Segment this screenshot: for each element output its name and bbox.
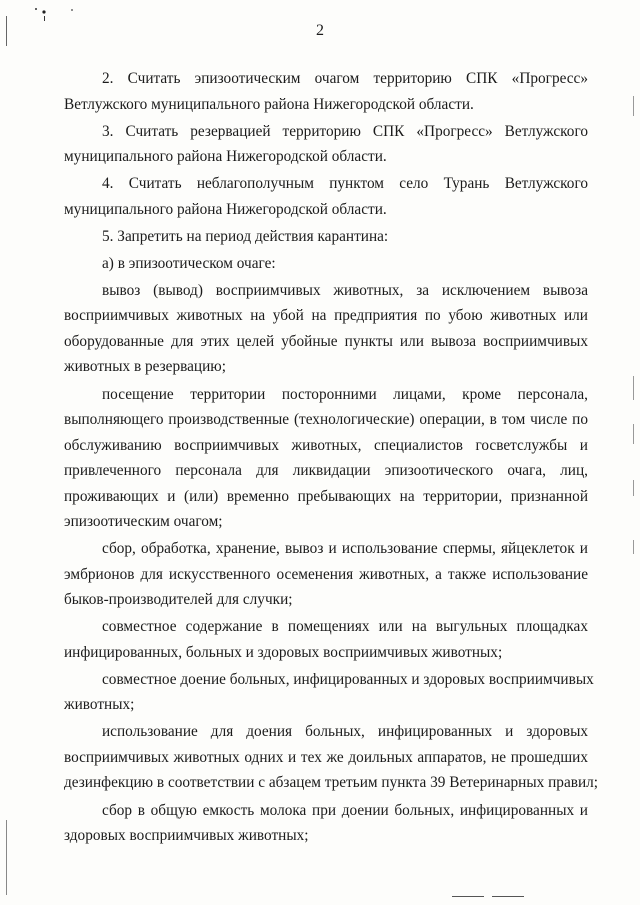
scan-bottom-dash-2 — [492, 896, 524, 897]
paragraph-line: восприимчивых животных на убой на предприятия по убою животных или — [64, 307, 588, 325]
paragraph-line: 3. Считать резервацией территорию СПК «Прогресс» Ветлужского — [102, 122, 588, 140]
scan-bottom-dash — [452, 896, 484, 897]
paragraph — [64, 251, 588, 277]
paragraph-line: Ветлужского муниципального района Нижегородской области. — [64, 95, 474, 113]
paragraph-line: инфицированных, больных и здоровых восприимчивых животных; — [64, 643, 503, 661]
document-body — [64, 66, 599, 850]
paragraph — [64, 382, 588, 535]
paragraph-line: восприимчивых животных одних и тех же доильных аппаратов, не прошедших — [64, 748, 588, 766]
paragraph-line: здоровых восприимчивых животных; — [64, 827, 309, 845]
page-number: 2 — [316, 22, 324, 39]
paragraph — [64, 798, 588, 849]
scan-edge-right — [633, 96, 634, 116]
paragraph — [64, 171, 588, 222]
paragraph — [64, 719, 599, 796]
paragraph-line: эпизоотическим очагом; — [64, 513, 223, 531]
paragraph-line: эмбрионов для искусственного осеменения животных, а также использование — [64, 565, 588, 583]
paragraph — [64, 667, 594, 718]
paragraph-line: проживающих и (или) временно пребывающих на территории, признанной — [64, 487, 588, 505]
paragraph-line: совместное содержание в помещениях или на выгульных площадках — [102, 618, 588, 636]
paragraph-line: животных; — [64, 696, 135, 714]
paragraph-line: 2. Считать эпизоотическим очагом территорию СПК «Прогресс» — [102, 70, 588, 87]
paragraph-line: 5. Запретить на период действия карантина: — [102, 227, 389, 245]
paragraph — [64, 614, 588, 665]
paragraph-line: 4. Считать неблагополучным пунктом село Турань Ветлужского — [102, 175, 588, 193]
paragraph-line: посещение территории посторонними лицами, кроме персонала, — [102, 385, 588, 403]
paragraph-line: вывоз (вывод) восприимчивых животных, за исключением вывоза — [102, 281, 588, 299]
paragraph — [64, 536, 588, 613]
paragraph-line: совместное доение больных, инфицированных и здоровых восприимчивых — [102, 670, 594, 688]
paragraph-line: животных в резервацию; — [64, 358, 226, 376]
paragraph-line: а) в эпизоотическом очаге: — [102, 254, 276, 272]
paragraph-line: обслуживанию восприимчивых животных, специалистов госветслужбы и — [64, 436, 588, 454]
scan-edge-right-4 — [633, 480, 634, 496]
paragraph-line: оборудованные для этих целей убойные пункты или вывоза восприимчивых — [64, 332, 588, 350]
paragraph — [64, 278, 588, 380]
paragraph-line: муниципального района Нижегородской области. — [64, 200, 387, 218]
paragraph — [64, 119, 588, 170]
paragraph — [64, 224, 588, 250]
paragraph-line: быков-производителей для случки; — [64, 591, 293, 609]
paragraph-line: дезинфекцию в соответствии с абзацем третьим пункта 39 Ветеринарных правил; — [64, 774, 599, 792]
paragraph-line: муниципального района Нижегородской области. — [64, 148, 387, 166]
paragraph-line: выполняющего производственные (технологические) операции, в том числе по — [64, 411, 588, 429]
paragraph-line: использование для доения больных, инфицированных и здоровых — [102, 723, 588, 741]
paragraph — [64, 66, 588, 117]
scan-edge-right-3 — [633, 424, 634, 444]
paragraph-line: сбор, обработка, хранение, вывоз и использование спермы, яйцеклеток и — [102, 540, 588, 558]
paragraph-line: привлеченного персонала для ликвидации эпизоотического очага, лиц, — [64, 462, 588, 480]
scan-edge-right-5 — [633, 540, 634, 554]
scan-edge-right-2 — [633, 376, 634, 400]
paragraph-line: сбор в общую емкость молока при доении больных, инфицированных и — [102, 801, 588, 819]
scan-edge-left-lower — [6, 820, 7, 895]
